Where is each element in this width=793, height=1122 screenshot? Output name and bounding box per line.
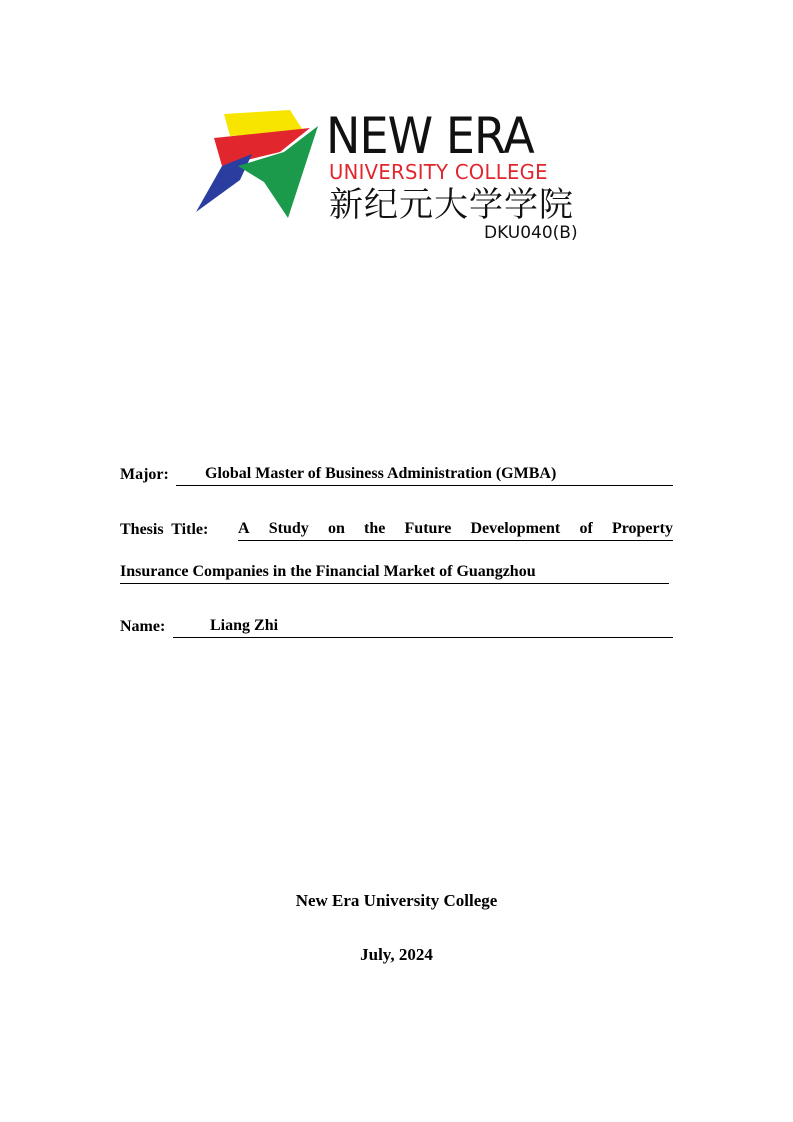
logo-subtitle: UNIVERSITY COLLEGE <box>329 160 548 184</box>
submission-date: July, 2024 <box>360 945 433 964</box>
logo-title: NEW ERA <box>326 107 534 165</box>
thesis-title-continuation-row <box>120 560 673 586</box>
thesis-title-line2: Insurance Companies in the Financial Market of Guangzhou <box>120 561 669 584</box>
thesis-title-label: Thesis Title: <box>120 521 209 538</box>
thesis-title-word: Study <box>268 520 309 537</box>
thesis-title-row <box>120 517 673 543</box>
name-value: Liang Zhi <box>173 615 673 638</box>
logo-chinese-name: 新纪元大学学院 <box>329 185 574 225</box>
college-name: New Era University College <box>295 891 498 910</box>
thesis-title-word: Property <box>611 520 673 537</box>
new-era-logo-mark-icon <box>194 108 320 220</box>
thesis-title-word: the <box>364 520 386 537</box>
name-label: Name: <box>120 618 166 635</box>
university-logo <box>194 108 594 248</box>
major-value: Global Master of Business Administration (GMBA) <box>176 463 673 486</box>
thesis-title-line1 <box>238 518 673 541</box>
name-row <box>120 614 673 640</box>
thesis-title-word: Development <box>470 520 561 537</box>
thesis-title-word: Future <box>404 520 452 537</box>
thesis-title-word: A <box>238 520 250 537</box>
thesis-details <box>120 462 673 635</box>
thesis-title-word: of <box>579 520 593 537</box>
logo-registration-code: DKU040(B) <box>484 223 578 243</box>
thesis-title-word: on <box>327 520 345 537</box>
major-row <box>120 462 673 488</box>
major-label: Major: <box>120 466 169 483</box>
